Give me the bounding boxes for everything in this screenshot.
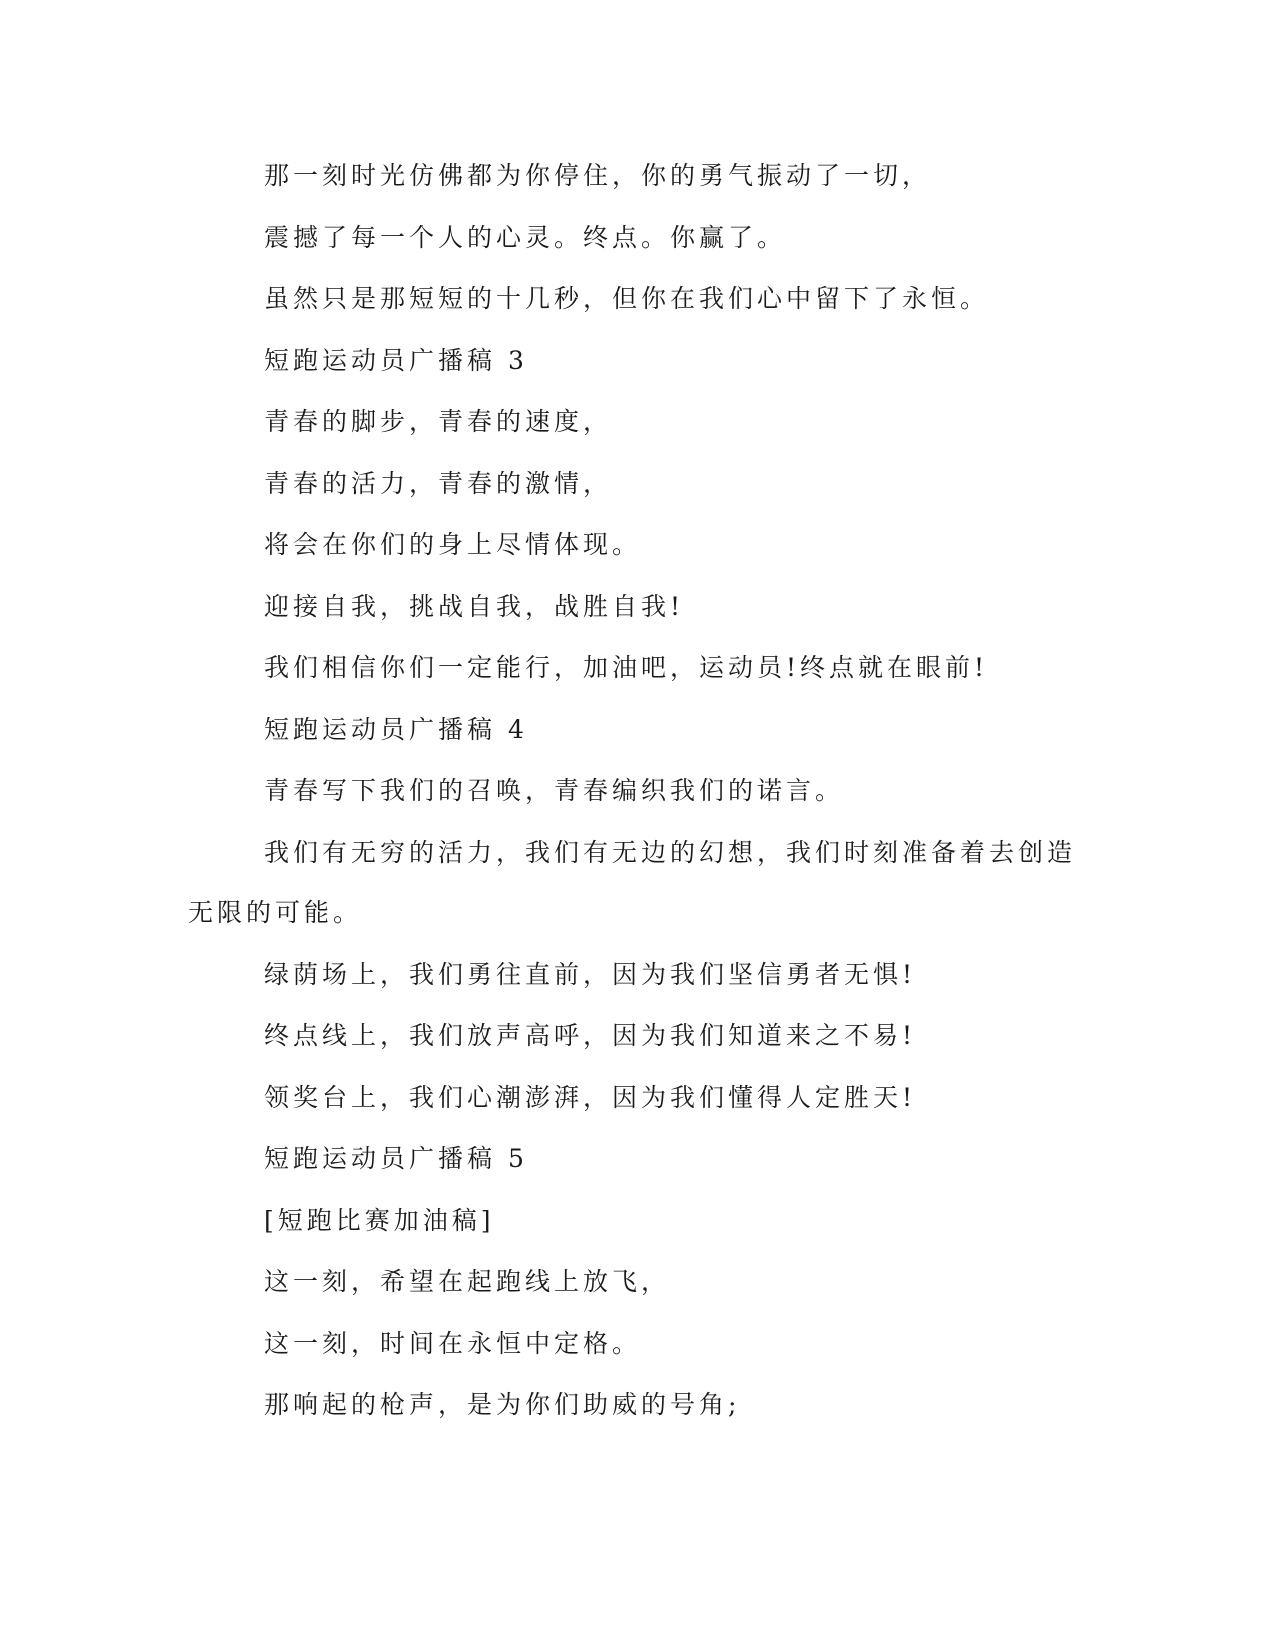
paragraph: 我们相信你们一定能行，加油吧，运动员!终点就在眼前! bbox=[264, 653, 989, 682]
paragraph: 迎接自我，挑战自我，战胜自我! bbox=[264, 591, 685, 621]
section-heading: 短跑运动员广播稿 5 bbox=[264, 1144, 528, 1173]
paragraph: 青春写下我们的召唤，青春编织我们的诺言。 bbox=[264, 776, 845, 805]
document-body bbox=[188, 160, 1088, 1451]
paragraph: [短跑比赛加油稿] bbox=[264, 1205, 495, 1235]
paragraph: 那一刻时光仿佛都为你停住，你的勇气振动了一切， bbox=[264, 161, 932, 190]
paragraph: 这一刻，时间在永恒中定格。 bbox=[264, 1328, 642, 1358]
paragraph: 将会在你们的身上尽情体现。 bbox=[264, 530, 642, 559]
paragraph: 我们有无穷的活力，我们有无边的幻想，我们时刻准备着去创造 bbox=[264, 837, 1077, 867]
paragraph: 绿荫场上，我们勇往直前，因为我们坚信勇者无惧! bbox=[264, 959, 917, 989]
paragraph: 那响起的枪声，是为你们助威的号角; bbox=[264, 1390, 741, 1419]
paragraph: 青春的活力，青春的激情， bbox=[264, 468, 613, 498]
paragraph: 领奖台上，我们心潮澎湃，因为我们懂得人定胜天! bbox=[264, 1082, 917, 1112]
paragraph: 青春的脚步，青春的速度， bbox=[264, 407, 613, 436]
section-heading: 短跑运动员广播稿 3 bbox=[264, 345, 528, 375]
paragraph: 这一刻，希望在起跑线上放飞， bbox=[264, 1267, 671, 1296]
paragraph-continuation: 无限的可能。 bbox=[188, 898, 363, 927]
paragraph: 虽然只是那短短的十几秒，但你在我们心中留下了永恒。 bbox=[264, 284, 990, 313]
paragraph: 终点线上，我们放声高呼，因为我们知道来之不易! bbox=[264, 1021, 917, 1050]
section-heading: 短跑运动员广播稿 4 bbox=[264, 714, 528, 744]
paragraph: 震撼了每一个人的心灵。终点。你赢了。 bbox=[264, 222, 787, 252]
